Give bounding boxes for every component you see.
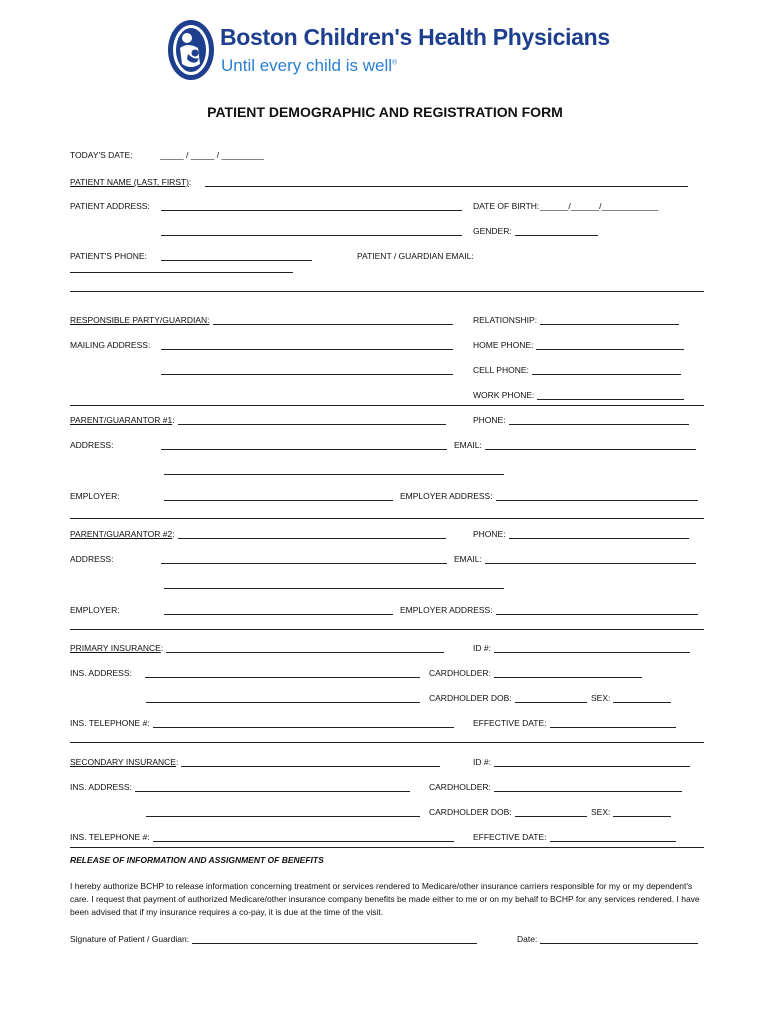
guarantor2-employer-row: EMPLOYER: <box>70 605 393 615</box>
secondary-cardholder-row: CARDHOLDER: <box>429 782 682 792</box>
signature-field[interactable] <box>192 934 477 944</box>
secondary-telephone-field[interactable] <box>153 832 454 842</box>
guarantor2-employer-address-row: EMPLOYER ADDRESS: <box>400 605 698 615</box>
form-title: PATIENT DEMOGRAPHIC AND REGISTRATION FORM <box>207 104 563 120</box>
secondary-effective-field[interactable] <box>550 832 676 842</box>
brand-logo <box>166 18 616 84</box>
patient-phone-field[interactable] <box>161 251 312 261</box>
guarantor1-row: PARENT/GUARANTOR #1: <box>70 415 446 425</box>
primary-cardholder-dob-field[interactable] <box>515 693 587 703</box>
secondary-address-field[interactable] <box>135 782 410 792</box>
patient-address-line2[interactable] <box>161 226 462 236</box>
guarantor2-row: PARENT/GUARANTOR #2: <box>70 529 446 539</box>
primary-sex-field[interactable] <box>613 693 671 703</box>
signature-row: Signature of Patient / Guardian: <box>70 934 477 944</box>
secondary-id-row: ID #: <box>473 757 690 767</box>
primary-telephone-row: INS. TELEPHONE #: <box>70 718 454 728</box>
section-divider <box>70 847 704 848</box>
mailing-address-row: MAILING ADDRESS: <box>70 340 453 350</box>
signature-date-row: Date: <box>517 934 698 944</box>
relationship-field[interactable] <box>540 315 679 325</box>
patient-email-label: PATIENT / GUARDIAN EMAIL: <box>357 251 474 261</box>
guarantor1-phone-field[interactable] <box>509 415 689 425</box>
guarantor2-address-line2[interactable] <box>164 579 504 589</box>
guarantor1-employer-address-row: EMPLOYER ADDRESS: <box>400 491 698 501</box>
responsible-party-field[interactable] <box>213 315 454 325</box>
mailing-address-line2[interactable] <box>161 365 453 375</box>
primary-id-row: ID #: <box>473 643 690 653</box>
home-phone-row: HOME PHONE: <box>473 340 684 350</box>
signature-date-field[interactable] <box>540 934 698 944</box>
primary-cardholder-dob-row: CARDHOLDER DOB: <box>429 693 587 703</box>
release-title: RELEASE OF INFORMATION AND ASSIGNMENT OF BENEFITS <box>70 855 324 865</box>
secondary-address-row: INS. ADDRESS: <box>70 782 410 792</box>
patient-name-field[interactable] <box>205 177 688 187</box>
guarantor1-phone-row: PHONE: <box>473 415 689 425</box>
secondary-telephone-row: INS. TELEPHONE #: <box>70 832 454 842</box>
section-divider <box>70 291 704 292</box>
primary-cardholder-row: CARDHOLDER: <box>429 668 642 678</box>
primary-sex-row: SEX: <box>591 693 671 703</box>
primary-address-line2[interactable] <box>146 693 420 703</box>
guarantor2-phone-field[interactable] <box>509 529 689 539</box>
release-body: I hereby authorize BCHP to release information concerning treatment or services rendered to Medicare/other insurance carriers responsible for my or my dependent's care. I request that payment of authorized Medicare/other insurance company benefits be made either to me or on my behalf to BCHP for any services rendered. I have been advised that if my insurance requires a co-pay, it is due at the time of the visit. <box>70 881 700 917</box>
guarantor1-employer-row: EMPLOYER: <box>70 491 393 501</box>
patient-address-row: PATIENT ADDRESS: <box>70 201 462 211</box>
primary-cardholder-field[interactable] <box>494 668 642 678</box>
cell-phone-row: CELL PHONE: <box>473 365 681 375</box>
section-divider <box>70 629 704 630</box>
secondary-insurance-field[interactable] <box>181 757 440 767</box>
patient-address-field[interactable] <box>161 201 462 211</box>
home-phone-field[interactable] <box>536 340 684 350</box>
secondary-cardholder-field[interactable] <box>494 782 682 792</box>
guarantor1-email-row: EMAIL: <box>454 440 696 450</box>
dob-field[interactable]: ______/______/____________ <box>540 201 659 211</box>
guarantor2-phone-row: PHONE: <box>473 529 689 539</box>
primary-effective-field[interactable] <box>550 718 676 728</box>
patient-name-label: PATIENT NAME (LAST, FIRST): <box>70 177 192 187</box>
primary-telephone-field[interactable] <box>153 718 454 728</box>
brand-name: Boston Children's Health Physicians <box>220 24 610 50</box>
guarantor1-employer-field[interactable] <box>164 491 393 501</box>
section-divider <box>70 405 704 406</box>
guarantor2-address-field[interactable] <box>161 554 447 564</box>
secondary-address-line2[interactable] <box>146 807 420 817</box>
patient-email-field[interactable] <box>70 263 293 273</box>
secondary-sex-row: SEX: <box>591 807 671 817</box>
guarantor1-employer-address-field[interactable] <box>496 491 698 501</box>
relationship-row: RELATIONSHIP: <box>473 315 679 325</box>
cell-phone-field[interactable] <box>532 365 681 375</box>
mailing-address-field[interactable] <box>161 340 453 350</box>
guarantor1-name-field[interactable] <box>178 415 446 425</box>
guarantor1-address-field[interactable] <box>161 440 447 450</box>
guarantor1-email-field[interactable] <box>485 440 696 450</box>
dob-label: DATE OF BIRTH: <box>473 201 540 211</box>
secondary-id-field[interactable] <box>494 757 690 767</box>
section-divider <box>70 518 704 519</box>
todays-date-label: TODAY'S DATE: <box>70 150 133 160</box>
secondary-effective-row: EFFECTIVE DATE: <box>473 832 676 842</box>
gender-field[interactable] <box>515 226 598 236</box>
guarantor2-address-row: ADDRESS: <box>70 554 447 564</box>
primary-insurance-field[interactable] <box>166 643 444 653</box>
guarantor2-email-field[interactable] <box>485 554 696 564</box>
secondary-cardholder-dob-field[interactable] <box>515 807 587 817</box>
guarantor1-address-line2[interactable] <box>164 465 504 475</box>
section-divider <box>70 742 704 743</box>
primary-address-row: INS. ADDRESS: <box>70 668 420 678</box>
brand-tagline: Until every child is well® <box>221 56 398 75</box>
guarantor2-email-row: EMAIL: <box>454 554 696 564</box>
primary-insurance-row: PRIMARY INSURANCE: <box>70 643 444 653</box>
primary-effective-row: EFFECTIVE DATE: <box>473 718 676 728</box>
gender-row: GENDER: <box>473 226 598 236</box>
guarantor2-employer-field[interactable] <box>164 605 393 615</box>
secondary-cardholder-dob-row: CARDHOLDER DOB: <box>429 807 587 817</box>
primary-address-field[interactable] <box>145 668 420 678</box>
guarantor2-employer-address-field[interactable] <box>496 605 698 615</box>
mother-and-child-logo-icon <box>166 18 216 82</box>
todays-date-field[interactable]: _____ / _____ / _________ <box>160 150 264 160</box>
secondary-insurance-row: SECONDARY INSURANCE: <box>70 757 440 767</box>
guarantor1-address-row: ADDRESS: <box>70 440 447 450</box>
work-phone-field[interactable] <box>537 390 684 400</box>
responsible-party-row: RESPONSIBLE PARTY/GUARDIAN: <box>70 315 453 325</box>
primary-id-field[interactable] <box>494 643 690 653</box>
secondary-sex-field[interactable] <box>613 807 671 817</box>
work-phone-row: WORK PHONE: <box>473 390 684 400</box>
guarantor2-name-field[interactable] <box>178 529 446 539</box>
patient-phone-row: PATIENT'S PHONE: <box>70 251 312 261</box>
